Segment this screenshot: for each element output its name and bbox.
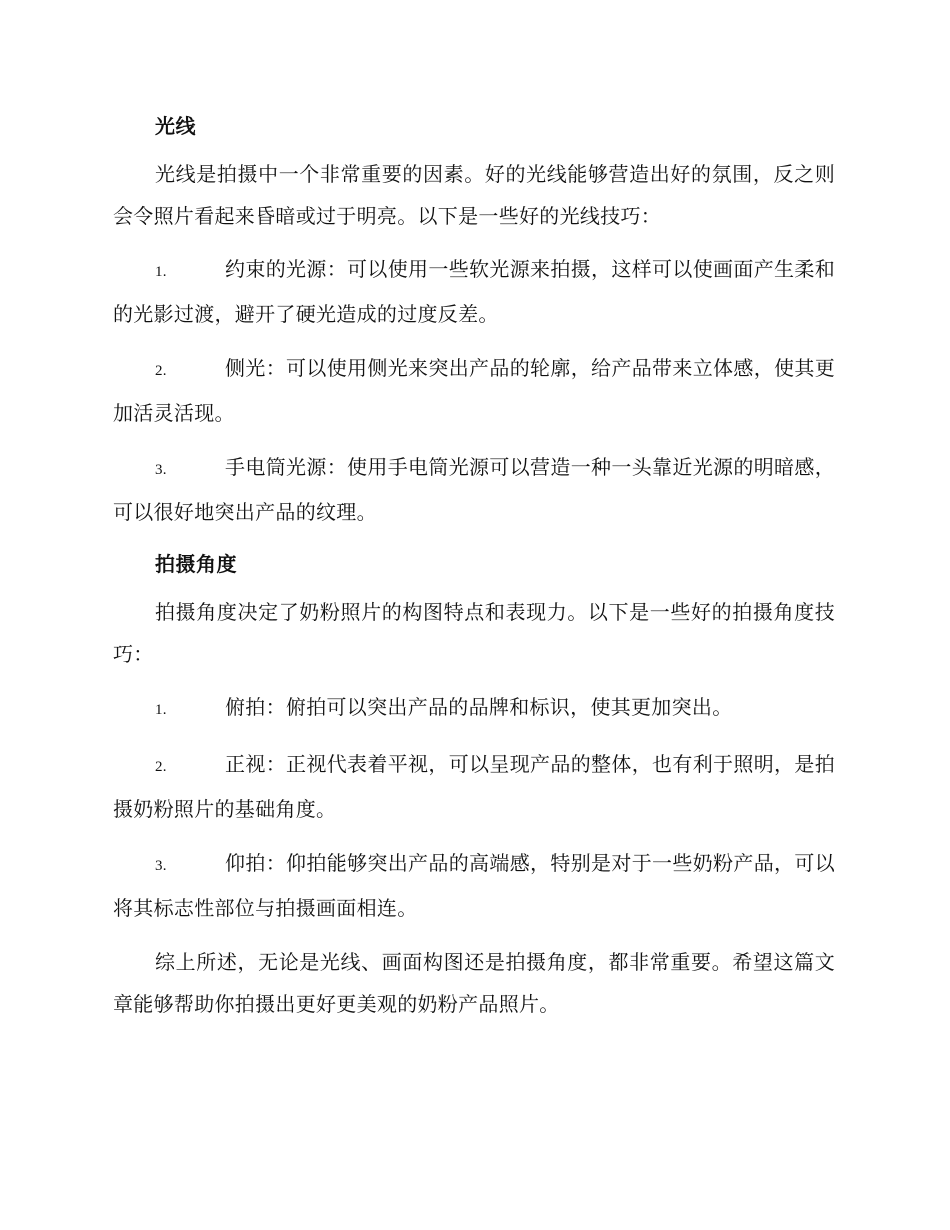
list-item (113, 248, 835, 335)
list-number: 3. (155, 462, 167, 478)
section-intro-lighting: 光线是拍摄中一个非常重要的因素。好的光线能够营造出好的氛围，反之则会令照片看起来昏暗或过于明亮。以下是一些好的光线技巧： (113, 162, 835, 228)
list-item (113, 842, 835, 929)
list-item (113, 743, 835, 830)
list-number: 2. (155, 759, 167, 775)
document-body (113, 106, 835, 1025)
conclusion-paragraph: 综上所述，无论是光线、画面构图还是拍摄角度，都非常重要。希望这篇文章能够帮助你拍摄出更好更美观的奶粉产品照片。 (113, 950, 835, 1016)
list-number: 2. (155, 363, 167, 379)
list-item (113, 686, 835, 731)
list-number: 1. (155, 702, 167, 718)
list-item-text: 侧光：可以使用侧光来突出产品的轮廓，给产品带来立体感，使其更加活灵活现。 (113, 356, 835, 425)
section-heading-lighting: 光线 (155, 114, 196, 138)
list-number: 3. (155, 858, 167, 874)
list-item (113, 446, 835, 533)
list-item-text: 正视：正视代表着平视，可以呈现产品的整体，也有利于照明，是拍摄奶粉照片的基础角度。 (113, 752, 835, 821)
list-number: 1. (155, 264, 167, 280)
list-item-text: 约束的光源：可以使用一些软光源来拍摄，这样可以使画面产生柔和的光影过渡，避开了硬光造成的过度反差。 (113, 257, 835, 326)
list-item-text: 俯拍：俯拍可以突出产品的品牌和标识，使其更加突出。 (225, 695, 733, 719)
section-heading-angle: 拍摄角度 (155, 552, 237, 576)
list-item-text: 手电筒光源：使用手电筒光源可以营造一种一头靠近光源的明暗感，可以很好地突出产品的纹理。 (113, 455, 835, 524)
list-item (113, 347, 835, 434)
list-item-text: 仰拍：仰拍能够突出产品的高端感，特别是对于一些奶粉产品，可以将其标志性部位与拍摄画面相连。 (113, 851, 835, 920)
section-intro-angle: 拍摄角度决定了奶粉照片的构图特点和表现力。以下是一些好的拍摄角度技巧： (113, 600, 835, 666)
